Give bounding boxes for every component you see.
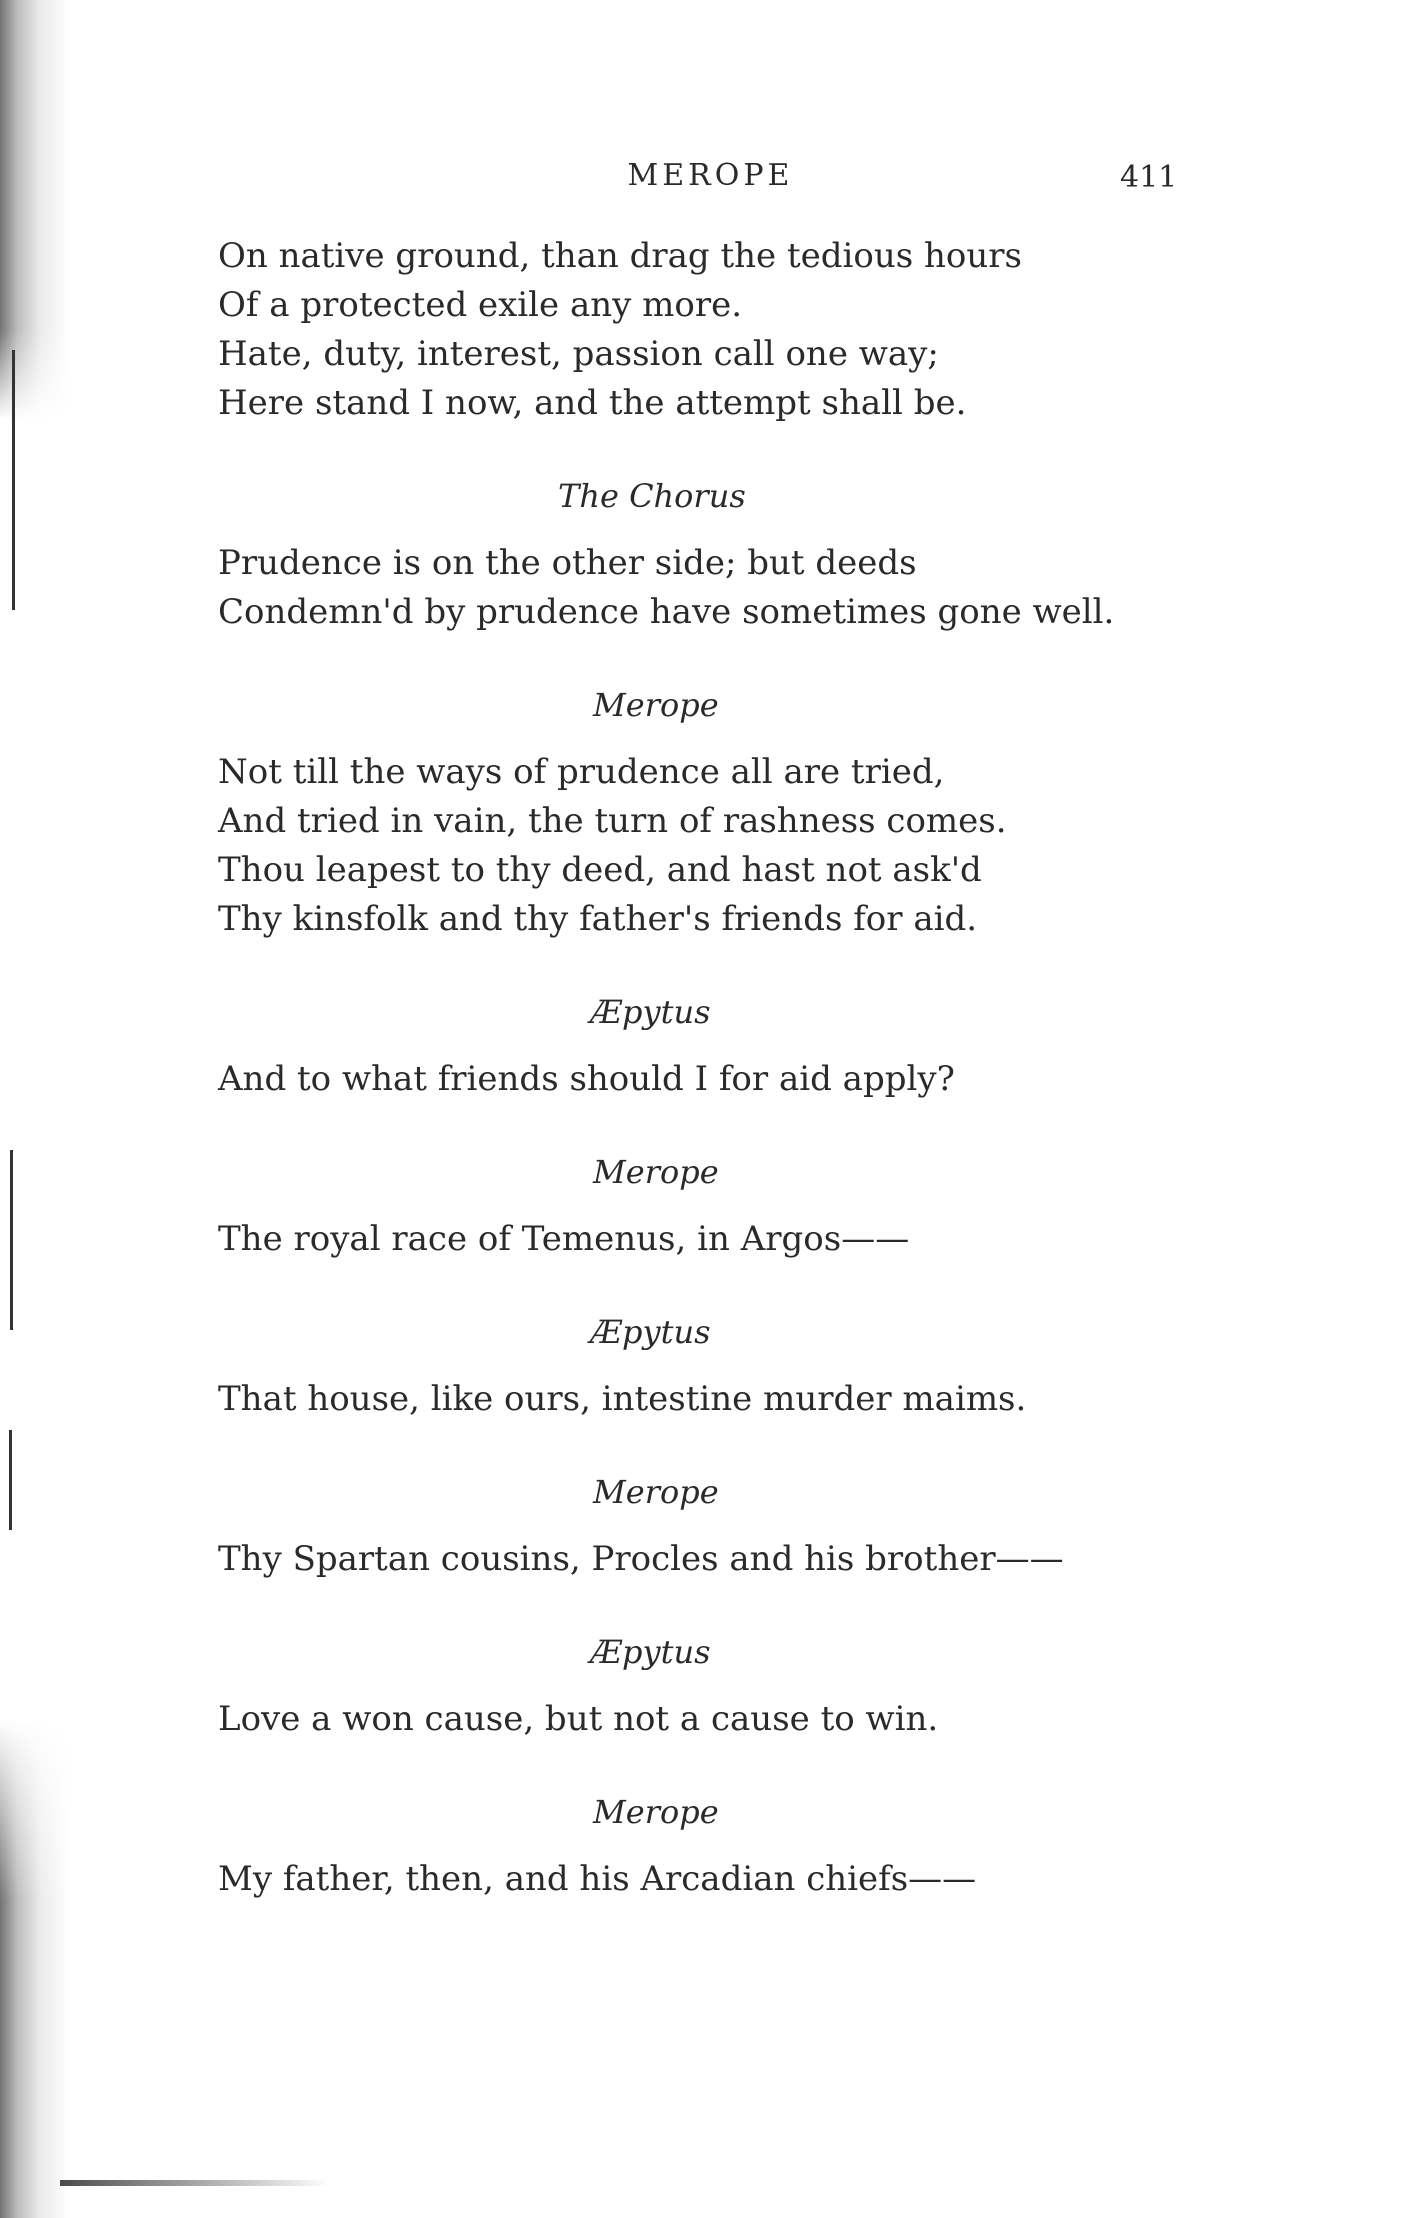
verse-line: My father, then, and his Arcadian chiefs—— <box>218 1859 977 1899</box>
speaker-name: Merope <box>593 1793 719 1831</box>
verse-line: Here stand I now, and the attempt shall be. <box>218 383 967 423</box>
verse-line: Hate, duty, interest, passion call one way; <box>218 334 939 374</box>
speech-block <box>218 1744 1218 1904</box>
speech-block <box>218 944 1218 1104</box>
running-head: MEROPE <box>627 158 794 193</box>
speaker-name: Merope <box>593 686 719 724</box>
speaker-name: The Chorus <box>558 477 746 515</box>
speech-block <box>218 1584 1218 1744</box>
speech-block <box>218 1104 1218 1264</box>
verse-line: Thy Spartan cousins, Procles and his brother—— <box>218 1539 1064 1579</box>
speaker-name: Æpytus <box>590 1313 711 1351</box>
speech-block <box>218 1424 1218 1584</box>
speaker-name: Merope <box>593 1473 719 1511</box>
speech-block <box>218 1264 1218 1424</box>
verse-line: Not till the ways of prudence all are tried, <box>218 752 945 792</box>
verse-line: The royal race of Temenus, in Argos—— <box>218 1219 910 1259</box>
speech-block <box>218 232 1218 428</box>
speaker-name: Æpytus <box>590 993 711 1031</box>
verse-line: Thou leapest to thy deed, and hast not ask'd <box>218 850 982 890</box>
binding-edge-lower <box>9 1430 12 1530</box>
verse-line: Prudence is on the other side; but deeds <box>218 543 917 583</box>
verse-line: Thy kinsfolk and thy father's friends for aid. <box>218 899 978 939</box>
verse-line: And tried in vain, the turn of rashness comes. <box>218 801 1007 841</box>
verse-line: On native ground, than drag the tedious hours <box>218 236 1022 276</box>
speech-block <box>218 637 1218 944</box>
play-text <box>218 232 1218 1904</box>
binding-shadow <box>0 0 70 2218</box>
verse-line: Of a protected exile any more. <box>218 285 743 325</box>
speaker-name: Æpytus <box>590 1633 711 1671</box>
binding-edge-middle <box>10 1150 13 1330</box>
scan-smudge <box>60 2180 330 2186</box>
verse-line: That house, like ours, intestine murder maims. <box>218 1379 1027 1419</box>
speech-block <box>218 428 1218 637</box>
binding-edge-upper <box>12 350 15 610</box>
verse-line: And to what friends should I for aid apply? <box>218 1059 955 1099</box>
verse-line: Condemn'd by prudence have sometimes gone well. <box>218 592 1115 632</box>
page-number: 411 <box>1120 160 1178 195</box>
verse-line: Love a won cause, but not a cause to win. <box>218 1699 939 1739</box>
speaker-name: Merope <box>593 1153 719 1191</box>
